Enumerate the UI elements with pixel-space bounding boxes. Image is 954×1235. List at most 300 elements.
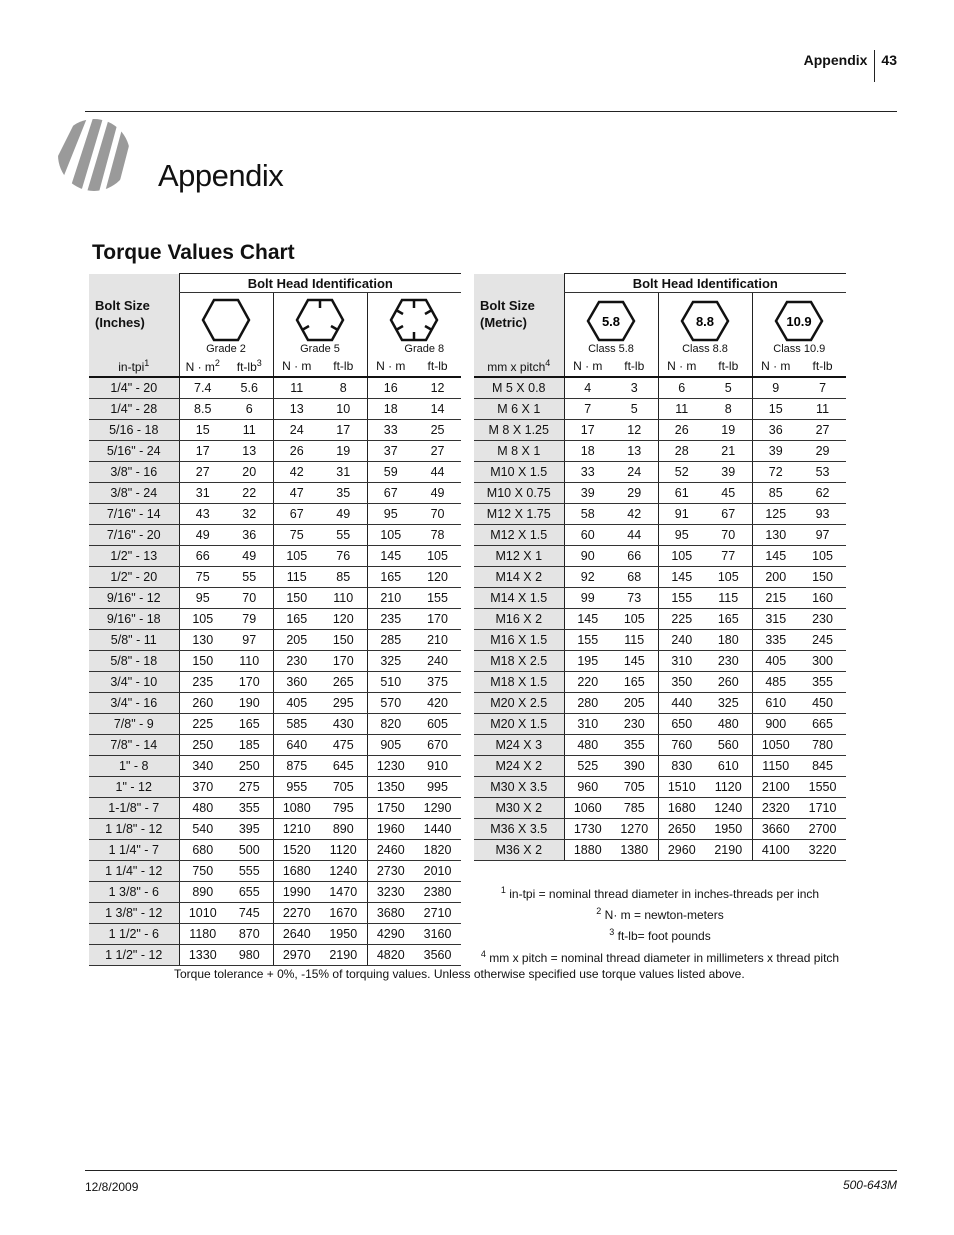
torque-value-cell: 750 <box>179 861 226 882</box>
torque-value-cell: 540 <box>179 819 226 840</box>
unit-nm-g5: N · m <box>273 355 320 377</box>
torque-value-cell: 225 <box>658 609 705 630</box>
torque-value-cell: 11 <box>799 399 846 420</box>
torque-value-cell: 1510 <box>658 777 705 798</box>
torque-value-cell: 17 <box>564 420 611 441</box>
torque-value-cell: 150 <box>799 567 846 588</box>
torque-value-cell: 1680 <box>658 798 705 819</box>
table-row <box>474 630 846 651</box>
torque-value-cell: 235 <box>367 609 414 630</box>
torque-value-cell: 430 <box>320 714 367 735</box>
torque-value-cell: 53 <box>799 462 846 483</box>
hexagon-class-icon <box>680 299 730 343</box>
torque-value-cell: 26 <box>658 420 705 441</box>
table-row <box>474 546 846 567</box>
torque-value-cell: 2970 <box>273 945 320 966</box>
torque-value-cell: 355 <box>226 798 273 819</box>
bolt-size-cell: 1 1/4" - 7 <box>89 840 179 861</box>
bolt-size-cell: M30 X 3.5 <box>474 777 564 798</box>
bolt-size-header <box>89 274 179 356</box>
unit-ftlb-g8: ft-lb <box>414 355 461 377</box>
unit-in-tpi-label: in-tpi <box>118 359 145 374</box>
torque-value-cell: 13 <box>226 441 273 462</box>
metric-torque-table <box>474 273 846 861</box>
torque-value-cell: 645 <box>320 756 367 777</box>
torque-value-cell: 370 <box>179 777 226 798</box>
metric-bolt-head-id-header: Bolt Head Identification <box>564 274 846 293</box>
torque-value-cell: 355 <box>799 672 846 693</box>
torque-value-cell: 27 <box>799 420 846 441</box>
torque-value-cell: 1060 <box>564 798 611 819</box>
torque-value-cell: 910 <box>414 756 461 777</box>
torque-value-cell: 250 <box>226 756 273 777</box>
unit-ftlb-g5: ft-lb <box>320 355 367 377</box>
header-section: Appendix <box>803 52 868 68</box>
torque-value-cell: 760 <box>658 735 705 756</box>
bolt-head-id-header: Bolt Head Identification <box>179 274 461 293</box>
torque-value-cell: 165 <box>226 714 273 735</box>
torque-value-cell: 115 <box>273 567 320 588</box>
torque-value-cell: 39 <box>564 483 611 504</box>
bolt-size-cell: 1" - 8 <box>89 756 179 777</box>
table-row <box>89 483 461 504</box>
bolt-size-cell: 1 3/8" - 12 <box>89 903 179 924</box>
torque-value-cell: 1380 <box>611 840 658 861</box>
torque-value-cell: 870 <box>226 924 273 945</box>
torque-value-cell: 245 <box>799 630 846 651</box>
note-4-text: mm x pitch = nominal thread diameter in millimeters x thread pitch <box>489 950 840 965</box>
torque-value-cell: 275 <box>226 777 273 798</box>
torque-value-cell: 36 <box>226 525 273 546</box>
table-row <box>474 693 846 714</box>
torque-value-cell: 7 <box>564 399 611 420</box>
bolt-size-cell: 3/4" - 10 <box>89 672 179 693</box>
metric-bolt-size-unit-label: (Metric) <box>480 315 527 331</box>
torque-value-cell: 1520 <box>273 840 320 861</box>
footnote-ref-3: 3 <box>256 357 262 368</box>
bolt-size-cell: 3/8" - 24 <box>89 483 179 504</box>
table-row <box>89 462 461 483</box>
torque-value-cell: 295 <box>320 693 367 714</box>
bolt-size-cell: M 8 X 1.25 <box>474 420 564 441</box>
table-row <box>89 903 461 924</box>
torque-value-cell: 19 <box>705 420 752 441</box>
torque-value-cell: 31 <box>320 462 367 483</box>
torque-value-cell: 105 <box>611 609 658 630</box>
bottom-rule <box>85 1170 897 1171</box>
torque-value-cell: 18 <box>367 399 414 420</box>
torque-value-cell: 480 <box>564 735 611 756</box>
torque-value-cell: 150 <box>320 630 367 651</box>
torque-value-cell: 2320 <box>752 798 799 819</box>
torque-value-cell: 955 <box>273 777 320 798</box>
torque-value-cell: 845 <box>799 756 846 777</box>
torque-value-cell: 150 <box>179 651 226 672</box>
torque-value-cell: 165 <box>611 672 658 693</box>
torque-value-cell: 68 <box>611 567 658 588</box>
torque-value-cell: 130 <box>179 630 226 651</box>
torque-value-cell: 32 <box>226 504 273 525</box>
torque-value-cell: 1680 <box>273 861 320 882</box>
unit-mm-pitch <box>474 355 564 377</box>
torque-value-cell: 250 <box>179 735 226 756</box>
torque-value-cell: 650 <box>658 714 705 735</box>
class58-cell <box>564 293 658 356</box>
table-row <box>474 525 846 546</box>
torque-value-cell: 1290 <box>414 798 461 819</box>
torque-value-cell: 2640 <box>273 924 320 945</box>
table-row <box>474 735 846 756</box>
torque-value-cell: 95 <box>658 525 705 546</box>
unit-ftlb-label: ft-lb <box>236 359 257 374</box>
note-3 <box>465 922 855 943</box>
torque-value-cell: 2730 <box>367 861 414 882</box>
table-row <box>474 819 846 840</box>
torque-value-cell: 1210 <box>273 819 320 840</box>
torque-value-cell: 3560 <box>414 945 461 966</box>
unit-nm-label: N · m <box>185 359 215 374</box>
torque-value-cell: 8 <box>705 399 752 420</box>
bolt-size-cell: M14 X 2 <box>474 567 564 588</box>
torque-value-cell: 1180 <box>179 924 226 945</box>
torque-value-cell: 350 <box>658 672 705 693</box>
torque-value-cell: 215 <box>752 588 799 609</box>
table-row <box>89 651 461 672</box>
torque-value-cell: 1230 <box>367 756 414 777</box>
torque-value-cell: 21 <box>705 441 752 462</box>
unit-mm-pitch-label: mm x pitch <box>487 359 546 374</box>
bolt-size-cell: M16 X 1.5 <box>474 630 564 651</box>
class109-label: Class 10.9 <box>773 343 826 355</box>
torque-value-cell: 640 <box>273 735 320 756</box>
table-row <box>89 588 461 609</box>
torque-value-cell: 78 <box>414 525 461 546</box>
bolt-size-cell: M36 X 3.5 <box>474 819 564 840</box>
torque-value-cell: 2460 <box>367 840 414 861</box>
torque-value-cell: 19 <box>320 441 367 462</box>
bolt-size-cell: 9/16" - 12 <box>89 588 179 609</box>
torque-value-cell: 20 <box>226 462 273 483</box>
torque-value-cell: 1120 <box>705 777 752 798</box>
footer-doc-number: 500-643M <box>842 1178 897 1192</box>
torque-value-cell: 99 <box>564 588 611 609</box>
unit-nm-c88: N · m <box>658 355 705 377</box>
bolt-size-cell: M10 X 0.75 <box>474 483 564 504</box>
torque-value-cell: 27 <box>179 462 226 483</box>
bolt-size-cell: 5/16 - 18 <box>89 420 179 441</box>
torque-value-cell: 25 <box>414 420 461 441</box>
torque-value-cell: 705 <box>320 777 367 798</box>
torque-value-cell: 35 <box>320 483 367 504</box>
torque-value-cell: 500 <box>226 840 273 861</box>
bolt-size-cell: 3/4" - 16 <box>89 693 179 714</box>
table-row <box>474 777 846 798</box>
torque-value-cell: 180 <box>705 630 752 651</box>
torque-value-cell: 890 <box>179 882 226 903</box>
torque-value-cell: 210 <box>367 588 414 609</box>
torque-value-cell: 230 <box>611 714 658 735</box>
bolt-size-cell: M12 X 1.5 <box>474 525 564 546</box>
top-rule <box>85 111 897 112</box>
torque-value-cell: 680 <box>179 840 226 861</box>
torque-value-cell: 145 <box>658 567 705 588</box>
torque-value-cell: 55 <box>226 567 273 588</box>
torque-value-cell: 2270 <box>273 903 320 924</box>
torque-value-cell: 60 <box>564 525 611 546</box>
table-row <box>89 672 461 693</box>
note-2-text: N· m = newton-meters <box>604 908 724 923</box>
torque-value-cell: 480 <box>179 798 226 819</box>
bolt-size-cell: 1/4" - 20 <box>89 377 179 399</box>
bolt-size-cell: M 6 X 1 <box>474 399 564 420</box>
torque-value-cell: 42 <box>273 462 320 483</box>
torque-value-cell: 3660 <box>752 819 799 840</box>
torque-value-cell: 6 <box>658 377 705 399</box>
torque-value-cell: 110 <box>320 588 367 609</box>
torque-value-cell: 260 <box>705 672 752 693</box>
torque-value-cell: 1550 <box>799 777 846 798</box>
torque-value-cell: 92 <box>564 567 611 588</box>
torque-value-cell: 830 <box>658 756 705 777</box>
bolt-size-cell: 7/16" - 20 <box>89 525 179 546</box>
torque-value-cell: 900 <box>752 714 799 735</box>
torque-value-cell: 220 <box>564 672 611 693</box>
torque-value-cell: 105 <box>179 609 226 630</box>
torque-value-cell: 52 <box>658 462 705 483</box>
torque-value-cell: 33 <box>564 462 611 483</box>
table-row <box>89 840 461 861</box>
unit-ftlb-c88: ft-lb <box>705 355 752 377</box>
note-4 <box>465 944 855 965</box>
torque-value-cell: 49 <box>414 483 461 504</box>
torque-value-cell: 440 <box>658 693 705 714</box>
torque-value-cell: 480 <box>705 714 752 735</box>
table-row <box>89 420 461 441</box>
table-row <box>474 651 846 672</box>
torque-value-cell: 390 <box>611 756 658 777</box>
torque-value-cell: 4100 <box>752 840 799 861</box>
bolt-size-cell: M24 X 2 <box>474 756 564 777</box>
table-row <box>474 672 846 693</box>
torque-value-cell: 11 <box>658 399 705 420</box>
torque-value-cell: 210 <box>414 630 461 651</box>
bolt-size-cell: 1/2" - 13 <box>89 546 179 567</box>
torque-value-cell: 145 <box>611 651 658 672</box>
torque-value-cell: 315 <box>752 609 799 630</box>
torque-value-cell: 485 <box>752 672 799 693</box>
torque-value-cell: 1750 <box>367 798 414 819</box>
torque-value-cell: 66 <box>179 546 226 567</box>
torque-value-cell: 85 <box>320 567 367 588</box>
bolt-size-cell: M 5 X 0.8 <box>474 377 564 399</box>
torque-value-cell: 36 <box>752 420 799 441</box>
torque-value-cell: 77 <box>705 546 752 567</box>
torque-value-cell: 195 <box>564 651 611 672</box>
bolt-size-cell: 9/16" - 18 <box>89 609 179 630</box>
grade8-label: Grade 8 <box>404 343 445 355</box>
torque-value-cell: 905 <box>367 735 414 756</box>
bolt-size-cell: 1 1/4" - 12 <box>89 861 179 882</box>
torque-value-cell: 3160 <box>414 924 461 945</box>
torque-value-cell: 105 <box>658 546 705 567</box>
torque-value-cell: 785 <box>611 798 658 819</box>
footnote-ref-1: 1 <box>144 357 150 368</box>
bolt-size-cell: M36 X 2 <box>474 840 564 861</box>
torque-value-cell: 240 <box>658 630 705 651</box>
torque-value-cell: 1820 <box>414 840 461 861</box>
torque-value-cell: 45 <box>705 483 752 504</box>
footnote-ref-2: 2 <box>214 357 220 368</box>
torque-value-cell: 155 <box>414 588 461 609</box>
table-row <box>89 714 461 735</box>
torque-value-cell: 67 <box>273 504 320 525</box>
torque-value-cell: 70 <box>414 504 461 525</box>
torque-value-cell: 300 <box>799 651 846 672</box>
torque-value-cell: 1960 <box>367 819 414 840</box>
torque-value-cell: 91 <box>658 504 705 525</box>
torque-value-cell: 31 <box>179 483 226 504</box>
torque-value-cell: 105 <box>705 567 752 588</box>
bolt-size-cell: 5/16" - 24 <box>89 441 179 462</box>
torque-value-cell: 285 <box>367 630 414 651</box>
torque-value-cell: 205 <box>273 630 320 651</box>
bolt-size-cell: 1-1/8" - 7 <box>89 798 179 819</box>
torque-value-cell: 2190 <box>705 840 752 861</box>
torque-value-cell: 375 <box>414 672 461 693</box>
unit-in-tpi <box>89 355 179 377</box>
grade8-cell <box>367 293 461 356</box>
section-title: Torque Values Chart <box>92 241 295 264</box>
torque-value-cell: 115 <box>705 588 752 609</box>
torque-value-cell: 960 <box>564 777 611 798</box>
torque-value-cell: 235 <box>179 672 226 693</box>
torque-value-cell: 980 <box>226 945 273 966</box>
torque-value-cell: 33 <box>367 420 414 441</box>
torque-value-cell: 105 <box>367 525 414 546</box>
tolerance-note: Torque tolerance + 0%, -15% of torquing values. Unless otherwise specified use torque values listed above. <box>174 967 745 981</box>
torque-value-cell: 1330 <box>179 945 226 966</box>
torque-value-cell: 15 <box>752 399 799 420</box>
torque-value-cell: 37 <box>367 441 414 462</box>
torque-value-cell: 2010 <box>414 861 461 882</box>
torque-value-cell: 16 <box>367 377 414 399</box>
bolt-size-cell: M12 X 1.75 <box>474 504 564 525</box>
bolt-size-cell: M12 X 1 <box>474 546 564 567</box>
torque-value-cell: 325 <box>705 693 752 714</box>
torque-value-cell: 61 <box>658 483 705 504</box>
torque-value-cell: 570 <box>367 693 414 714</box>
torque-value-cell: 110 <box>226 651 273 672</box>
torque-value-cell: 130 <box>752 525 799 546</box>
torque-value-cell: 1080 <box>273 798 320 819</box>
table-row <box>89 525 461 546</box>
table-row <box>89 882 461 903</box>
table-row <box>89 861 461 882</box>
torque-value-cell: 2100 <box>752 777 799 798</box>
torque-value-cell: 28 <box>658 441 705 462</box>
torque-value-cell: 190 <box>226 693 273 714</box>
table-row <box>89 735 461 756</box>
bolt-size-cell: M10 X 1.5 <box>474 462 564 483</box>
torque-value-cell: 170 <box>414 609 461 630</box>
footnote-ref-4: 4 <box>545 357 551 368</box>
inch-torque-table <box>89 273 461 966</box>
bolt-size-cell: 3/8" - 16 <box>89 462 179 483</box>
torque-value-cell: 93 <box>799 504 846 525</box>
torque-value-cell: 43 <box>179 504 226 525</box>
torque-value-cell: 875 <box>273 756 320 777</box>
torque-value-cell: 9 <box>752 377 799 399</box>
table-row <box>89 609 461 630</box>
torque-value-cell: 73 <box>611 588 658 609</box>
torque-value-cell: 17 <box>320 420 367 441</box>
table-row <box>89 756 461 777</box>
torque-value-cell: 5.6 <box>226 377 273 399</box>
torque-value-cell: 360 <box>273 672 320 693</box>
unit-nm-c58: N · m <box>564 355 611 377</box>
hexagon-6-marks-icon <box>389 297 439 343</box>
torque-value-cell: 1470 <box>320 882 367 903</box>
torque-value-cell: 4 <box>564 377 611 399</box>
bolt-size-cell: 7/8" - 14 <box>89 735 179 756</box>
torque-value-cell: 2650 <box>658 819 705 840</box>
table-row <box>89 441 461 462</box>
bolt-size-cell: 7/16" - 14 <box>89 504 179 525</box>
bolt-size-cell: M18 X 2.5 <box>474 651 564 672</box>
torque-value-cell: 160 <box>799 588 846 609</box>
torque-value-cell: 97 <box>799 525 846 546</box>
bolt-size-unit-label: (Inches) <box>95 315 145 331</box>
torque-value-cell: 280 <box>564 693 611 714</box>
table-row <box>474 567 846 588</box>
torque-value-cell: 1240 <box>705 798 752 819</box>
torque-value-cell: 165 <box>705 609 752 630</box>
torque-value-cell: 705 <box>611 777 658 798</box>
torque-value-cell: 2710 <box>414 903 461 924</box>
table-row <box>474 399 846 420</box>
torque-value-cell: 200 <box>752 567 799 588</box>
torque-value-cell: 115 <box>611 630 658 651</box>
torque-value-cell: 745 <box>226 903 273 924</box>
bolt-size-cell: 1 1/8" - 12 <box>89 819 179 840</box>
table-row <box>474 714 846 735</box>
torque-value-cell: 120 <box>414 567 461 588</box>
torque-value-cell: 39 <box>752 441 799 462</box>
unit-nm-c109: N · m <box>752 355 799 377</box>
torque-value-cell: 13 <box>611 441 658 462</box>
table-row <box>89 504 461 525</box>
torque-value-cell: 1440 <box>414 819 461 840</box>
torque-value-cell: 29 <box>611 483 658 504</box>
torque-value-cell: 4290 <box>367 924 414 945</box>
torque-value-cell: 145 <box>752 546 799 567</box>
bolt-size-cell: M20 X 2.5 <box>474 693 564 714</box>
torque-value-cell: 12 <box>611 420 658 441</box>
torque-value-cell: 1950 <box>705 819 752 840</box>
torque-value-cell: 11 <box>226 420 273 441</box>
torque-value-cell: 995 <box>414 777 461 798</box>
notes <box>465 880 855 965</box>
torque-value-cell: 475 <box>320 735 367 756</box>
torque-value-cell: 44 <box>611 525 658 546</box>
torque-value-cell: 49 <box>179 525 226 546</box>
torque-value-cell: 260 <box>179 693 226 714</box>
table-row <box>474 420 846 441</box>
torque-value-cell: 7 <box>799 377 846 399</box>
torque-value-cell: 1010 <box>179 903 226 924</box>
torque-value-cell: 555 <box>226 861 273 882</box>
torque-value-cell: 525 <box>564 756 611 777</box>
